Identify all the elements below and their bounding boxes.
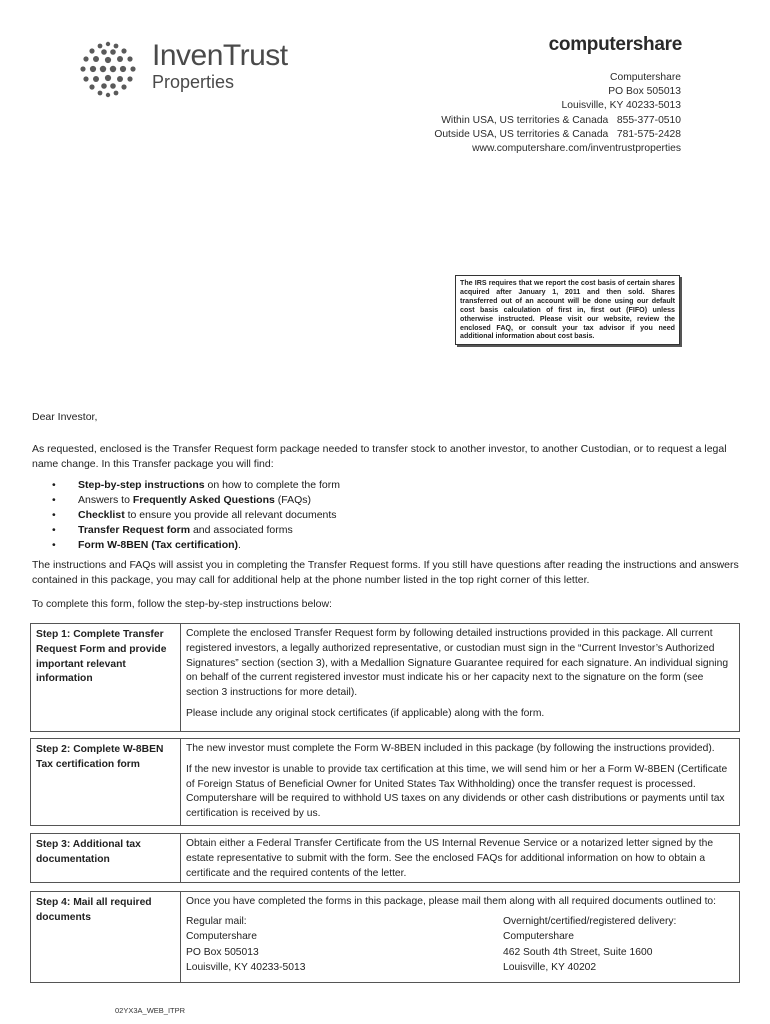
list-item-text: Answers to — [78, 494, 133, 506]
list-item-bold: Transfer Request form — [78, 524, 191, 536]
step-2-box — [30, 738, 740, 826]
instructions-lead: To complete this form, follow the step-by-step instructions below: — [32, 598, 332, 610]
list-item — [52, 508, 340, 523]
step-divider — [180, 892, 181, 982]
step-4-content — [186, 895, 732, 976]
list-item-bold: Form W-8BEN (Tax certification) — [78, 539, 239, 551]
step-3-label: Step 3: Additional tax documentation — [36, 839, 141, 865]
step-1-content — [186, 627, 732, 728]
overnight-mail-address — [503, 914, 723, 976]
address-line: 462 South 4th Street, Suite 1600 — [503, 946, 653, 958]
assistance-paragraph: The instructions and FAQs will assist you in completing the Transfer Request forms. If you still have questions after reading the instructions and answers contained in this package, you may call for additional help at the phone number listed in the top right corner of this letter. — [32, 559, 739, 586]
address-line: Computershare — [610, 72, 681, 83]
inventrust-globe-icon — [76, 38, 140, 100]
step-1-label: Step 1: Complete Transfer Request Form and provide important relevant information — [36, 629, 167, 685]
list-item-bold: Checklist — [78, 509, 125, 521]
step-divider — [180, 834, 181, 882]
greeting: Dear Investor, — [32, 411, 98, 423]
list-item — [52, 493, 340, 508]
list-item-text: (FAQs) — [274, 494, 312, 506]
computershare-logo: computershare — [548, 34, 682, 55]
phone-international: Outside USA, US territories & Canada 781-575-2428 — [434, 128, 681, 140]
form-code: 02YX3A_WEB_ITPR — [115, 1006, 186, 1015]
step-paragraph: If the new investor is unable to provide tax certification at this time, we will send him or her a Form W-8BEN (Certificate of Foreign Status of Beneficial Owner for United States Tax Withholding) once the transfer request is processed. Computershare will be required to withhold US taxes on any dividends or other cash distributions or payments until tax certification is received by us. — [186, 763, 728, 820]
irs-notice-box: The IRS requires that we report the cost basis of certain shares acquired after January 1, 2011 and then sold. Shares transferred out of an account will be done using our default cost basis calculation of first in, first out (FIFO) unless otherwise instructed. Please visit our website, review the enclosed FAQ, or consult your tax advisor if you need additional information about cost basis. — [455, 275, 680, 345]
step-paragraph: The new investor must complete the Form W-8BEN included in this package (by following the instructions provided). — [186, 743, 715, 754]
step-paragraph: Complete the enclosed Transfer Request form by following detailed instructions provided in this package. All current registered investors, a legally authorized representative, or custodian must sign in the “Current Investor’s Authorized Signatures” section (section 3), with a Medallion Signature Guarantee required for each signature. An individual signing on behalf of the current registered investor must indicate his or her capacity next to the signature on the form (see section 3 instructions for more detail). — [186, 628, 729, 699]
logo-subtitle: Properties — [152, 72, 235, 92]
step-paragraph: Please include any original stock certificates (if applicable) along with the form. — [186, 707, 545, 719]
mailing-addresses — [186, 914, 732, 976]
list-item-text: and associated forms — [190, 524, 293, 536]
address-line: Overnight/certified/registered delivery: — [503, 915, 677, 927]
step-3-box — [30, 833, 740, 883]
address-line: PO Box 505013 — [186, 946, 259, 958]
list-item-text: on how to complete the form — [204, 479, 341, 491]
step-paragraph: Once you have completed the forms in this package, please mail them along with all required documents outlined to: — [186, 896, 717, 907]
step-4-box — [30, 891, 740, 983]
list-item — [52, 523, 340, 538]
package-contents-list — [52, 478, 340, 553]
list-item-text: to ensure you provide all relevant documents — [124, 509, 337, 521]
address-line: Regular mail: — [186, 915, 247, 927]
step-1-box — [30, 623, 740, 732]
step-2-label: Step 2: Complete W-8BEN Tax certification form — [36, 744, 164, 770]
inventrust-logo — [76, 38, 296, 100]
step-divider — [180, 739, 181, 825]
address-line: Louisville, KY 40233-5013 — [186, 962, 306, 974]
step-divider — [180, 624, 181, 731]
intro-paragraph: As requested, enclosed is the Transfer Request form package needed to transfer stock to another investor, to another Custodian, or to request a legal name change. In this Transfer package you will find: — [32, 443, 727, 470]
step-4-label: Step 4: Mail all required documents — [36, 897, 152, 923]
address-line: Louisville, KY 40233-5013 — [561, 100, 681, 112]
list-item-text: . — [238, 539, 241, 551]
step-3-content — [186, 837, 732, 887]
logo-name: InvenTrust — [152, 39, 288, 72]
regular-mail-address — [186, 914, 503, 976]
address-line: Computershare — [186, 931, 257, 943]
address-line: Louisville, KY 40202 — [503, 962, 597, 974]
list-item-bold: Step-by-step instructions — [78, 479, 205, 491]
list-item-bold: Frequently Asked Questions — [132, 494, 275, 506]
address-line: PO Box 505013 — [608, 86, 681, 98]
website-url: www.computershare.com/inventrustproperties — [472, 143, 681, 155]
address-block — [434, 71, 681, 156]
address-line: Computershare — [503, 931, 574, 943]
list-item — [52, 478, 340, 493]
phone-domestic: Within USA, US territories & Canada 855-377-0510 — [441, 114, 681, 126]
step-2-content — [186, 742, 732, 828]
step-paragraph: Obtain either a Federal Transfer Certificate from the US Internal Revenue Service or a notarized letter signed by the estate representative to submit with the form. See the enclosed FAQs for additional information on how to obtain a certificate and the required contents of the letter. — [186, 838, 714, 879]
list-item — [52, 538, 340, 553]
